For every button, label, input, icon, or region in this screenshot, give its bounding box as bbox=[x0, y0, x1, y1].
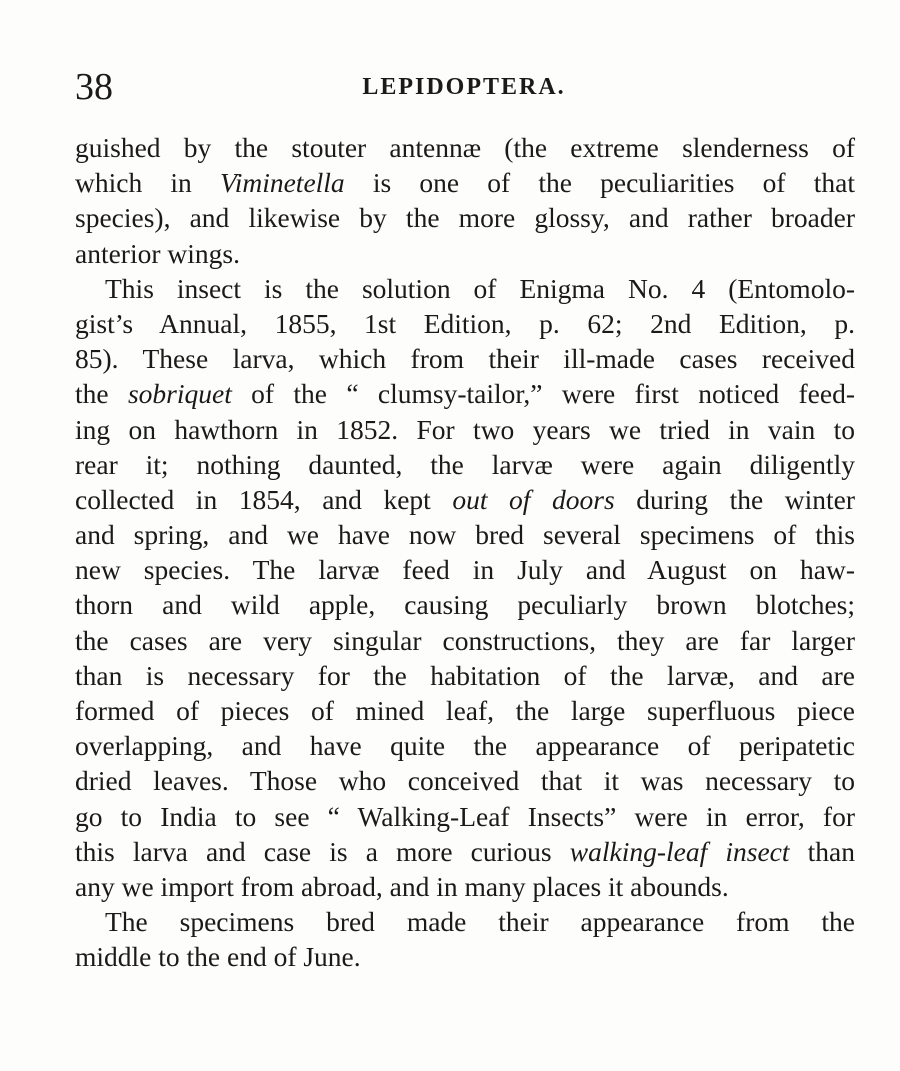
text-run: is one of the peculiarities of that bbox=[344, 167, 855, 199]
text-line bbox=[75, 763, 855, 798]
text-run: rear it; nothing daunted, the larvæ were again diligently bbox=[75, 448, 855, 480]
italic-phrase: walking-leaf insect bbox=[569, 835, 790, 867]
text-run: any we import from abroad, and in many places it abounds. bbox=[75, 870, 729, 902]
text-run: go to India to see “ Walking-Leaf Insects” were in error, for bbox=[75, 800, 855, 832]
text-run: new species. The larvæ feed in July and August on haw- bbox=[75, 554, 855, 586]
text-line bbox=[75, 447, 855, 482]
text-run: The specimens bred made their appearance from the bbox=[105, 906, 855, 938]
text-line bbox=[75, 271, 855, 306]
text-run: than bbox=[789, 835, 855, 867]
italic-phrase: Viminetella bbox=[219, 167, 345, 199]
text-run: middle to the end of June. bbox=[75, 941, 361, 973]
text-run: thorn and wild apple, causing peculiarly brown blotches; bbox=[75, 589, 855, 621]
text-line bbox=[75, 728, 855, 763]
text-line bbox=[75, 658, 855, 693]
text-run: the cases are very singular constructions, they are far larger bbox=[75, 624, 855, 656]
text-run: anterior wings. bbox=[75, 237, 240, 269]
text-run: gist’s Annual, 1855, 1st Edition, p. 62; 2nd Edition, p. bbox=[75, 307, 855, 339]
text-line bbox=[75, 200, 855, 235]
text-line bbox=[75, 799, 855, 834]
text-run: during the winter bbox=[614, 483, 855, 515]
text-line bbox=[75, 869, 855, 904]
text-run: 85). These larva, which from their ill-made cases received bbox=[75, 343, 855, 375]
text-line bbox=[75, 693, 855, 728]
text-run: formed of pieces of mined leaf, the large superfluous piece bbox=[75, 695, 855, 726]
text-line bbox=[75, 341, 855, 376]
text-run: ing on hawthorn in 1852. For two years we tried in vain to bbox=[75, 413, 855, 445]
text-run: This insect is the solution of Enigma No. 4 (Entomolo- bbox=[105, 272, 855, 304]
text-line bbox=[75, 482, 855, 517]
text-line bbox=[75, 904, 855, 939]
text-run: collected in 1854, and kept bbox=[75, 483, 453, 515]
text-run: dried leaves. Those who conceived that it was necessary to bbox=[75, 765, 855, 797]
text-line bbox=[75, 165, 855, 200]
text-line bbox=[75, 236, 855, 271]
text-run: and spring, and we have now bred several specimens of this bbox=[75, 519, 855, 551]
running-head bbox=[75, 62, 853, 112]
text-line bbox=[75, 517, 855, 552]
text-line bbox=[75, 587, 855, 622]
text-line bbox=[75, 376, 855, 411]
text-line bbox=[75, 552, 855, 587]
running-title: LEPIDOPTERA. bbox=[362, 74, 566, 100]
text-run: species), and likewise by the more glossy, and rather broader bbox=[75, 202, 855, 234]
text-run: of the “ clumsy-tailor,” were first noticed feed- bbox=[231, 378, 855, 410]
text-run: this larva and case is a more curious bbox=[75, 835, 570, 867]
text-line bbox=[75, 623, 855, 658]
text-line bbox=[75, 306, 855, 341]
text-run: guished by the stouter antennæ (the extreme slenderness of bbox=[75, 132, 855, 163]
italic-phrase: out of doors bbox=[452, 483, 615, 515]
text-run: than is necessary for the habitation of the larvæ, and are bbox=[75, 659, 855, 691]
body-text bbox=[75, 130, 855, 975]
italic-phrase: sobriquet bbox=[127, 378, 232, 410]
text-line bbox=[75, 412, 855, 447]
text-run: the bbox=[75, 378, 128, 410]
page-number: 38 bbox=[75, 66, 113, 108]
text-line bbox=[75, 834, 855, 869]
text-line bbox=[75, 939, 855, 974]
text-run: overlapping, and have quite the appearance of peripatetic bbox=[75, 730, 855, 762]
text-line bbox=[75, 130, 855, 165]
text-run: which in bbox=[75, 167, 220, 199]
